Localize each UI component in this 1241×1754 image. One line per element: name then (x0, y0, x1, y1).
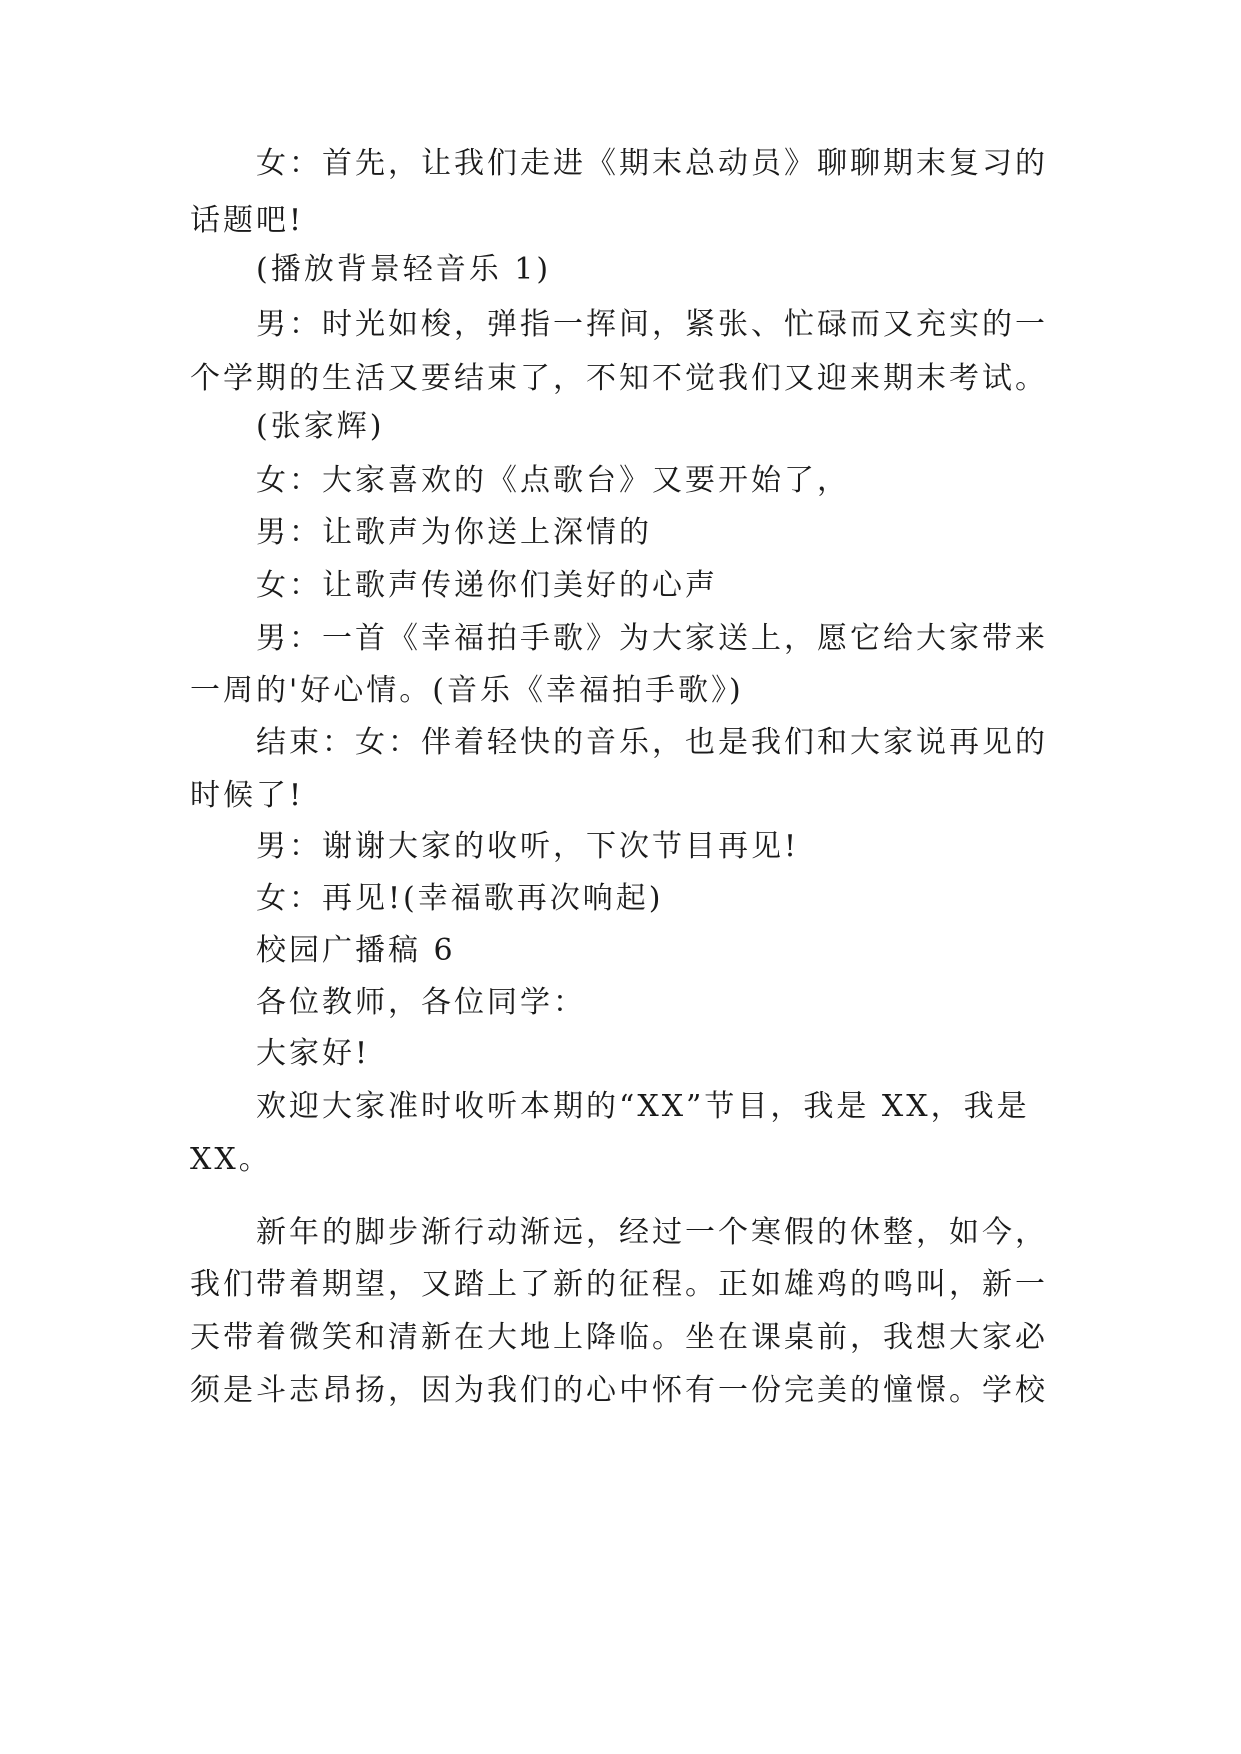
text-line: 男：一首《幸福拍手歌》为大家送上，愿它给大家带来 (256, 621, 1048, 656)
text-line: 大家好! (256, 1036, 371, 1071)
text-line: 男：谢谢大家的收听，下次节目再见! (256, 829, 800, 864)
text-line: 新年的脚步渐行动渐远，经过一个寒假的休整，如今， (256, 1215, 1048, 1250)
text-line: 女：首先，让我们走进《期末总动员》聊聊期末复习的 (256, 146, 1048, 181)
text-line: 男：让歌声为你送上深情的 (256, 515, 652, 550)
text-line: 女：大家喜欢的《点歌台》又要开始了， (256, 463, 850, 498)
section-heading: 校园广播稿 6 (256, 933, 456, 968)
text-line: 天带着微笑和清新在大地上降临。坐在课桌前，我想大家必 (190, 1320, 1048, 1355)
text-line: 女：再见!(幸福歌再次响起) (256, 881, 664, 916)
text-line: 各位教师，各位同学： (256, 985, 586, 1020)
text-line: 结束：女：伴着轻快的音乐，也是我们和大家说再见的 (256, 725, 1048, 760)
text-line: 女：让歌声传递你们美好的心声 (256, 568, 718, 603)
text-line: 个学期的生活又要结束了，不知不觉我们又迎来期末考试。 (190, 361, 1048, 396)
text-line: 一周的'好心情。(音乐《幸福拍手歌》) (190, 673, 744, 708)
text-line: XX。 (190, 1142, 272, 1177)
text-line: 欢迎大家准时收听本期的“XX”节目，我是 XX，我是 (256, 1089, 1030, 1124)
text-line: (张家辉) (256, 409, 385, 444)
text-line: 时候了! (190, 778, 305, 813)
text-line: 男：时光如梭，弹指一挥间，紧张、忙碌而又充实的一 (256, 307, 1048, 342)
text-line: 我们带着期望，又踏上了新的征程。正如雄鸡的鸣叫，新一 (190, 1267, 1048, 1302)
text-line: 话题吧! (190, 203, 305, 238)
text-line: (播放背景轻音乐 1) (256, 252, 552, 287)
text-line: 须是斗志昂扬，因为我们的心中怀有一份完美的憧憬。学校 (190, 1373, 1048, 1408)
